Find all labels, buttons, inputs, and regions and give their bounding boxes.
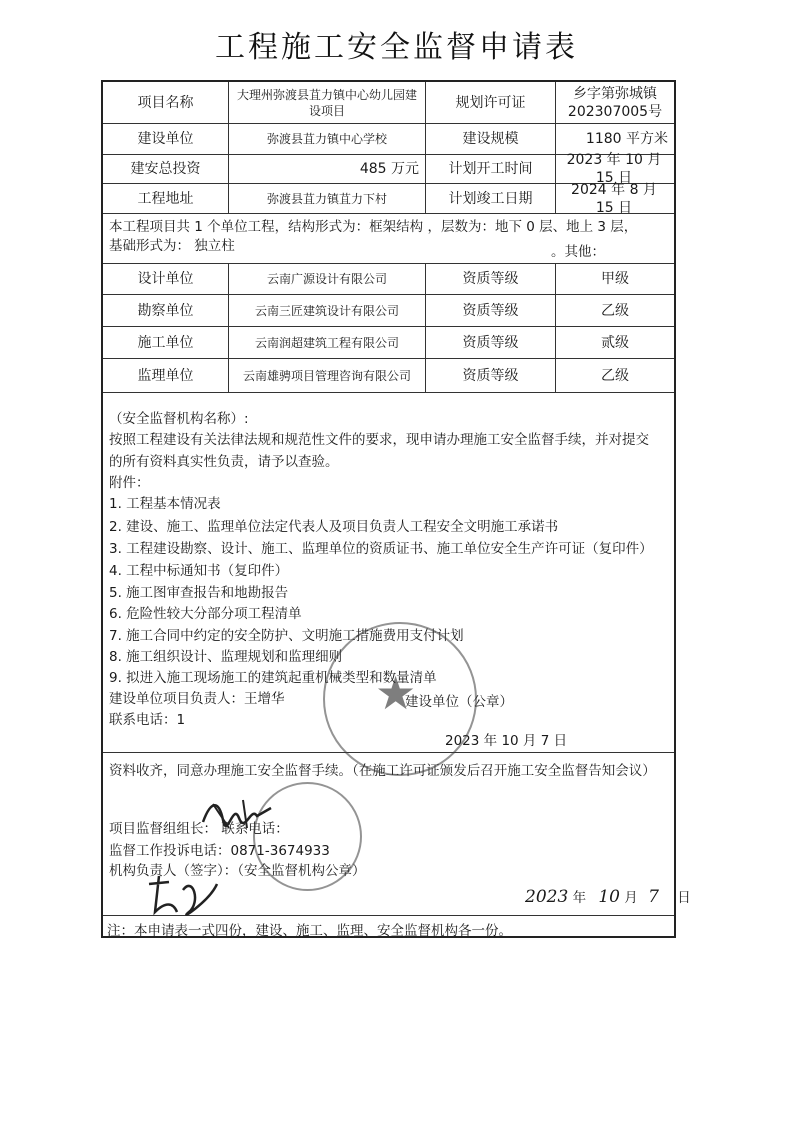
structure-line-2: 基础形式为： 独立柱	[109, 238, 235, 254]
contact-phone: 联系电话：1	[109, 712, 186, 728]
unit-company: 云南广源设计有限公司	[266, 272, 387, 286]
project-leader: 建设单位项目负责人：王增华	[109, 691, 285, 707]
unit-grade: 乙级	[601, 302, 629, 319]
end-value: 2024 年 8 月 15 日	[571, 181, 657, 216]
permit-label: 规划许可证	[455, 94, 526, 111]
agency-head-line: 机构负责人（签字）：（安全监督机构公章）	[109, 863, 366, 879]
unit-company: 云南润超建筑工程有限公司	[254, 335, 399, 350]
unit-role: 设计单位	[137, 271, 194, 287]
attachment-item: 1. 工程基本情况表	[109, 496, 221, 512]
builder-label: 建设单位	[137, 131, 194, 147]
permit-value: 乡字第弥城镇202307005号	[567, 85, 663, 120]
application-body-2: 的所有资料真实性负责，请予以查验。	[109, 454, 339, 470]
seal-star-icon: ★	[375, 666, 417, 720]
unit-company: 云南三匠建筑设计有限公司	[254, 303, 399, 318]
application-form	[101, 80, 691, 939]
structure-other: 。其他：	[551, 244, 605, 260]
attachment-item: 8. 施工组织设计、监理规划和监理细则	[109, 649, 343, 665]
year-char: 年	[572, 890, 587, 906]
unit-company: 云南雄骋项目管理咨询有限公司	[242, 368, 411, 383]
day-char: 日	[677, 890, 691, 906]
month-char: 月	[624, 890, 638, 906]
unit-role: 施工单位	[137, 334, 194, 351]
unit-qual-label: 资质等级	[462, 302, 519, 319]
page-title: 工程施工安全监督申请表	[215, 30, 578, 65]
attachments-label: 附件：	[109, 475, 150, 491]
unit-grade: 乙级	[601, 367, 629, 384]
address-value: 弥渡县苴力镇苴力下村	[266, 191, 387, 206]
approval-date	[525, 888, 691, 908]
start-label: 计划开工时间	[448, 161, 533, 177]
investment-label: 建安总投资	[130, 161, 201, 177]
builder-value: 弥渡县苴力镇中心学校	[266, 132, 387, 146]
approval-date-month: 10	[598, 887, 620, 907]
structure-line-1: 本工程项目共 1 个单位工程，结构形式为：框架结构 ，层数为：地下 0 层、地上 3 层，	[109, 219, 638, 235]
attachment-item: 6. 危险性较大分部分项工程清单	[109, 606, 302, 622]
leader-signature	[199, 794, 279, 834]
attachment-item: 2. 建设、施工、监理单位法定代表人及项目负责人工程安全文明施工承诺书	[109, 519, 559, 535]
investment-value: 485 万元	[359, 161, 419, 177]
scale-value: 1180 平方米	[585, 131, 668, 147]
unit-role: 监理单位	[137, 367, 194, 384]
unit-grade: 甲级	[601, 271, 629, 287]
unit-grade: 贰级	[601, 334, 629, 351]
attachment-item: 4. 工程中标通知书（复印件）	[109, 563, 289, 579]
project-name-value: 大理州弥渡县苴力镇中心幼儿园建设项目	[236, 87, 417, 118]
approval-date-day: 7	[648, 887, 659, 907]
start-value: 2023 年 10 月 15 日	[566, 152, 662, 186]
attachment-item: 3. 工程建设勘察、设计、施工、监理单位的资质证书、施工单位安全生产许可证（复印件）	[109, 541, 653, 557]
address-label: 工程地址	[137, 190, 194, 207]
footer-note: 注：本申请表一式四份，建设、施工、监理、安全监督机构各一份。	[107, 923, 512, 939]
unit-qual-label: 资质等级	[462, 367, 519, 384]
scale-label: 建设规模	[462, 131, 519, 147]
approval-text: 资料收齐，同意办理施工安全监督手续。（在施工许可证颁发后召开施工安全监督告知会议）	[109, 763, 656, 779]
complaint-phone-line: 监督工作投诉电话：0871-3674933	[109, 843, 330, 859]
supervision-leader-line: 项目监督组组长： 联系电话：	[109, 821, 289, 837]
end-label: 计划竣工日期	[448, 190, 533, 207]
attachment-item: 9. 拟进入施工现场施工的建筑起重机械类型和数量清单	[109, 670, 437, 686]
application-date: 2023 年 10 月 7 日	[445, 733, 568, 749]
application-body-1: 按照工程建设有关法律法规和规范性文件的要求，现申请办理施工安全监督手续，并对提交	[109, 432, 649, 448]
unit-role: 勘察单位	[137, 302, 194, 319]
head-signature	[143, 872, 223, 920]
attachment-item: 5. 施工图审查报告和地勘报告	[109, 585, 289, 601]
unit-qual-label: 资质等级	[462, 271, 519, 287]
builder-seal	[323, 622, 477, 776]
agency-name: （安全监督机构名称）:	[109, 411, 249, 427]
project-name-label: 项目名称	[137, 94, 194, 111]
attachment-item: 7. 施工合同中约定的安全防护、文明施工措施费用支付计划	[109, 628, 464, 644]
unit-qual-label: 资质等级	[462, 334, 519, 351]
builder-seal-label: 建设单位（公章）	[405, 694, 513, 710]
approval-date-year: 2023	[525, 887, 569, 907]
